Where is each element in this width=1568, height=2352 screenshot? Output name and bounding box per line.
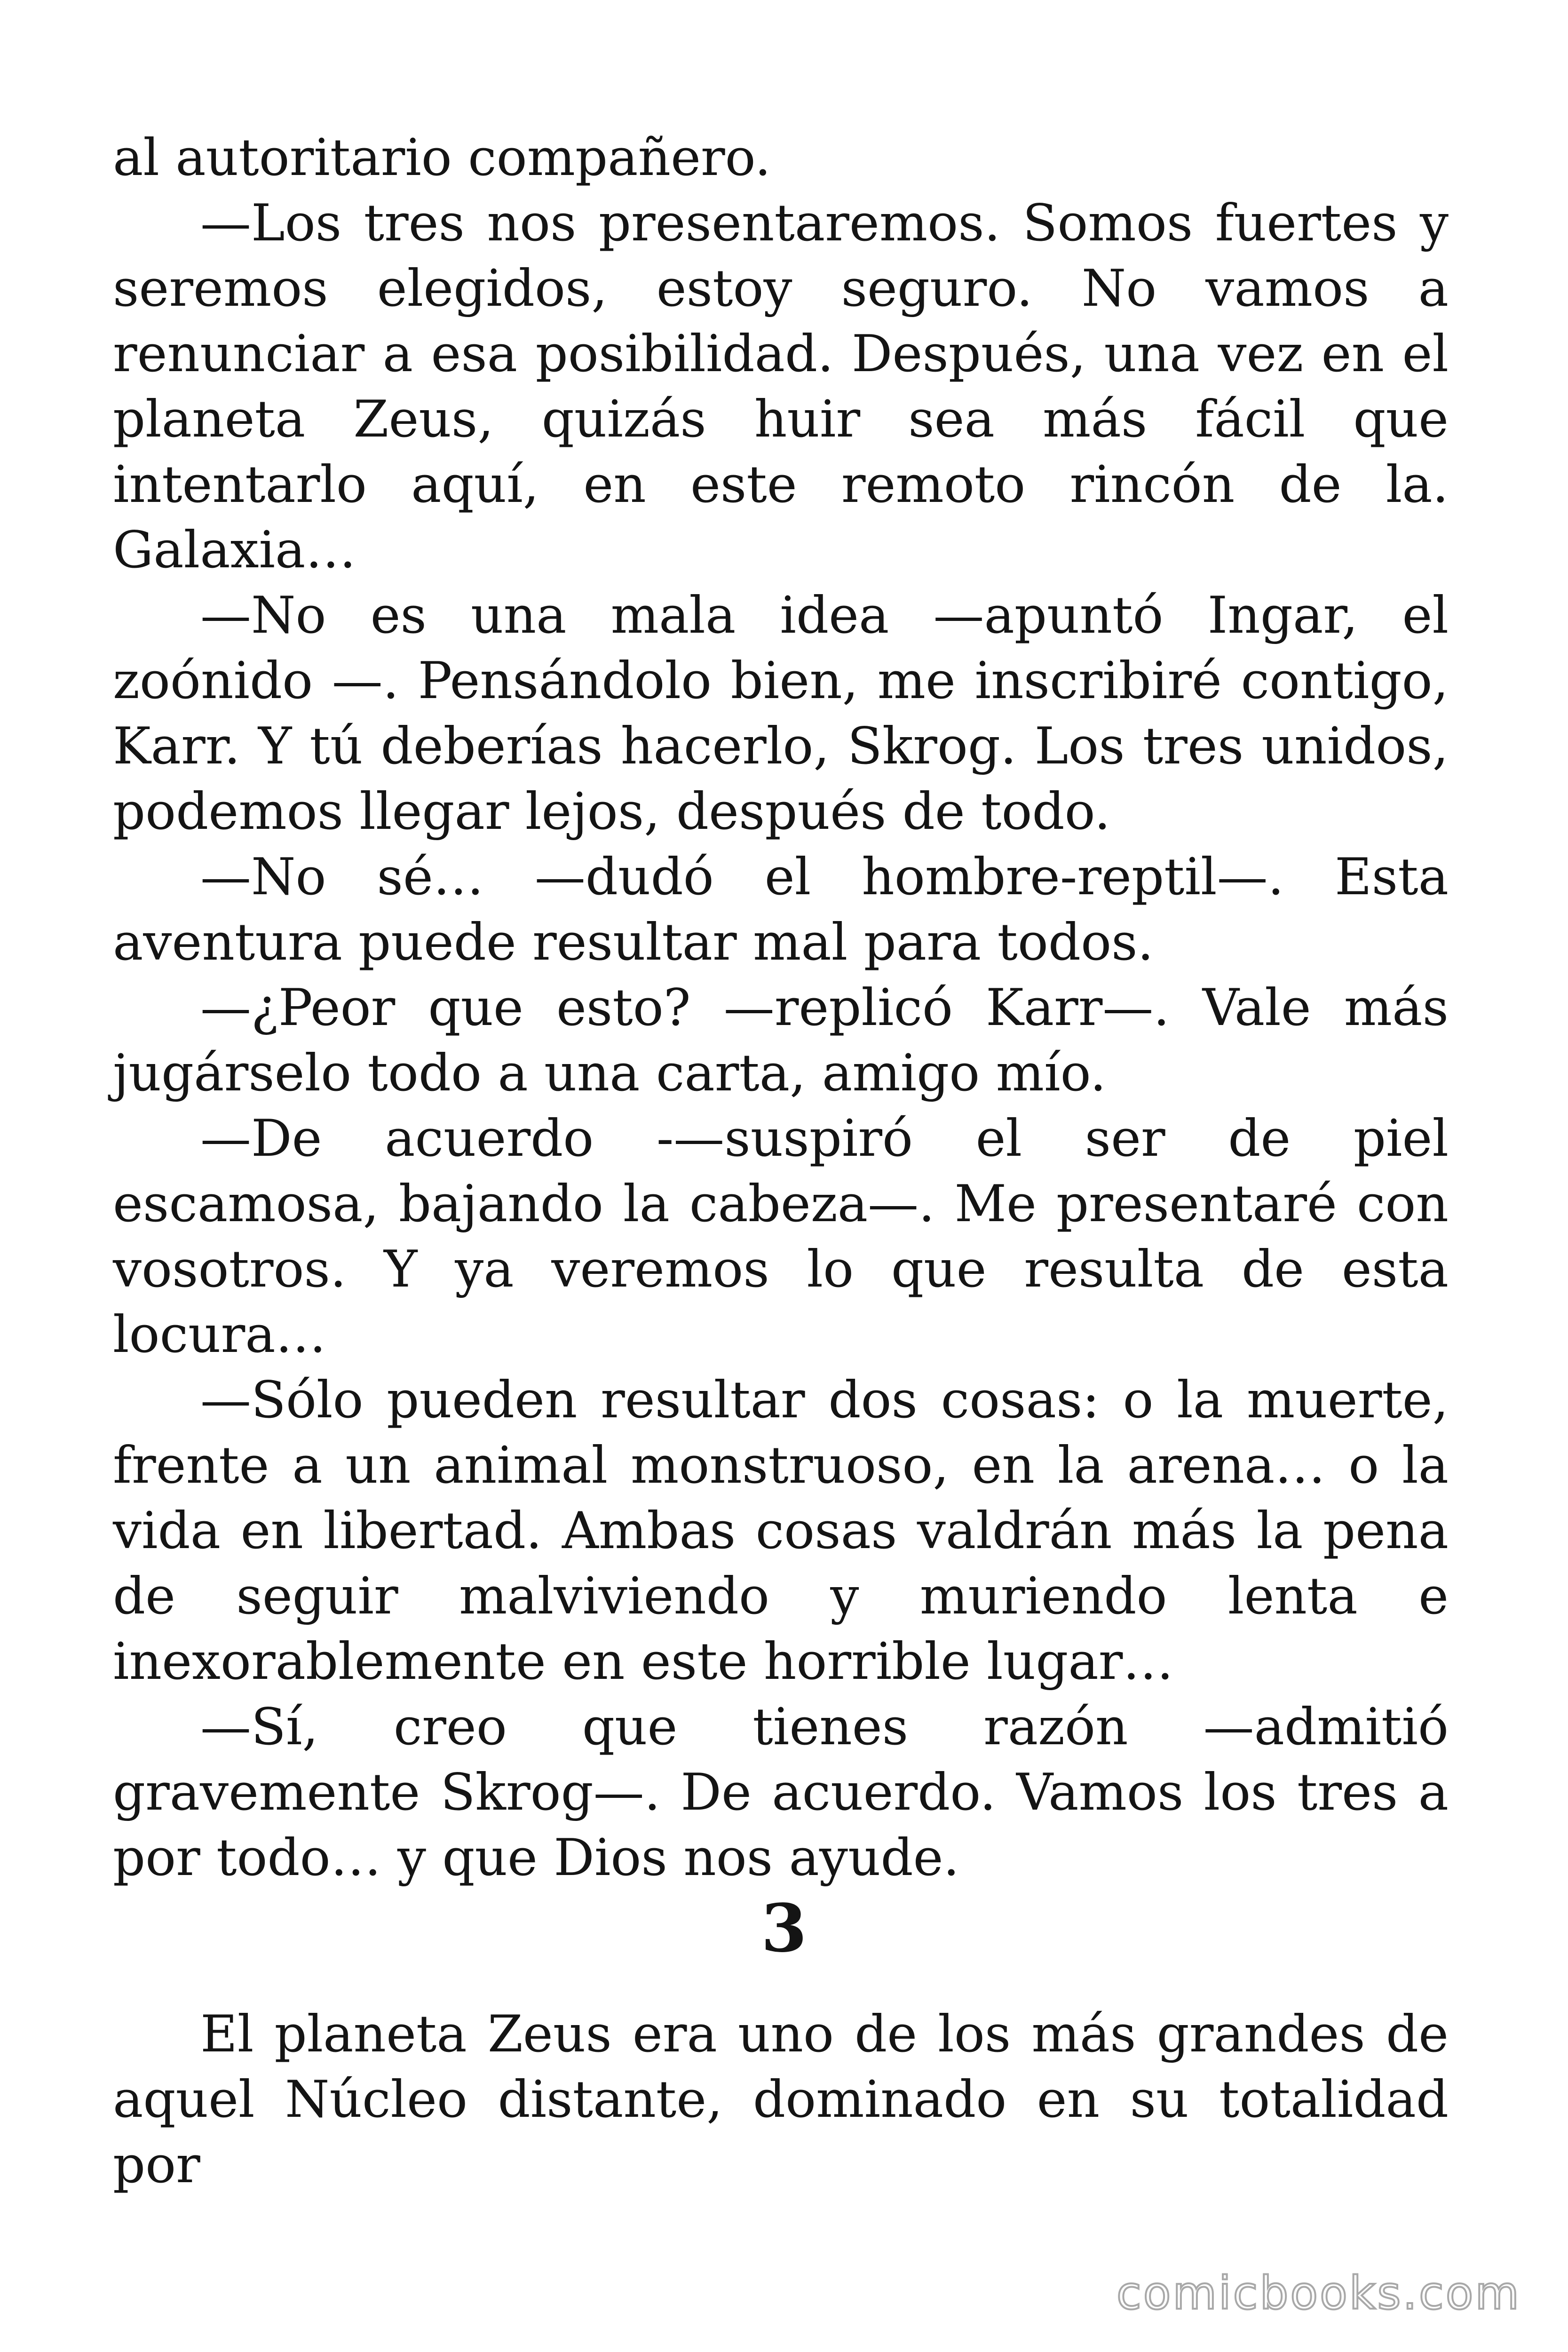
paragraph-skrog-doubt: —No sé… —dudó el hombre-reptil—. Esta aventura puede resultar mal para todos. <box>113 848 1449 972</box>
text-block-chapter-three <box>113 2002 1449 2198</box>
watermark: comicbooks.com <box>1116 2267 1521 2320</box>
text-block-before-chapter <box>113 125 1449 1891</box>
paragraph-karr-reply: —¿Peor que esto? —replicó Karr—. Vale más jugárselo todo a una carta, amigo mío. <box>113 978 1449 1103</box>
paragraph-two-outcomes: —Sólo pueden resultar dos cosas: o la muerte, frente a un animal monstruoso, en la arena… o la vida en libertad. Ambas cosas valdrán más la pena de seguir malviviendo y muriendo lenta e inexorablemente en este horrible lugar… <box>113 1371 1449 1691</box>
chapter-heading: 3 <box>761 1890 807 1967</box>
paragraph-ingar-reply: —No es una mala idea —apuntó Ingar, el zoónido —. Pensándolo bien, me inscribiré contigo, Karr. Y tú deberías hacerlo, Skrog. Los tres unidos, podemos llegar lejos, después de todo. <box>113 586 1449 841</box>
paragraph-karr-proposal: —Los tres nos presentaremos. Somos fuertes y seremos elegidos, estoy seguro. No vamos a renunciar a esa posibilidad. Después, una vez en el planeta Zeus, quizás huir sea más fácil que intentarlo aquí, en este remoto rincón de la. Galaxia… <box>113 194 1449 580</box>
paragraph-skrog-agrees: —De acuerdo -—suspiró el ser de piel escamosa, bajando la cabeza—. Me presentaré con vosotros. Y ya veremos lo que resulta de esta locura… <box>113 1109 1449 1364</box>
paragraph-planet-zeus: El planeta Zeus era uno de los más grandes de aquel Núcleo distante, dominado en su totalidad por <box>113 2005 1449 2194</box>
paragraph-continuation: al autoritario compañero. <box>113 128 771 187</box>
paragraph-skrog-admits: —Sí, creo que tienes razón —admitió gravemente Skrog—. De acuerdo. Vamos los tres a por todo… y que Dios nos ayude. <box>113 1698 1449 1887</box>
